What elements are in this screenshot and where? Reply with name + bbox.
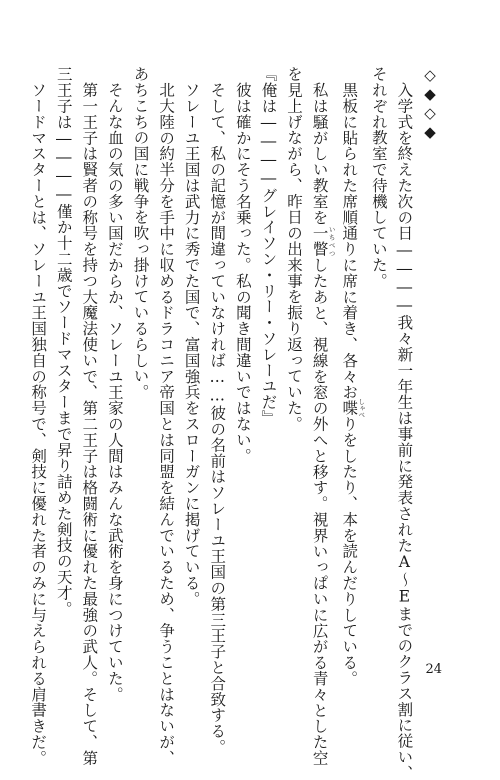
text-line-3: 黒板に貼られた席順通りに席に着き、各々お喋 しゃべりをしたり、本を読んだりしている。 [340,81,366,686]
text-line-14: 三王子は――――僅か十二歳でソードマスターまで昇り詰めた剣技の天才。 [54,66,73,617]
text-line-10: 北大陸の約半分を手中に収めるドラコニア帝国とは同盟を結んでいるため、争うことはないが、 [157,81,176,766]
text-line-5: を見上げながら、昨日の出来事を振り返っていた。 [285,66,304,432]
text-line-9: ソレーユ王国は武力に秀でた国で、富国強兵をスローガンに掲げている。 [182,81,201,607]
section-break-ornament: ◇◆◇◆ [421,66,439,142]
furigana: 一瞥 いちべつ [310,224,336,257]
furigana: 喋 しゃべ [340,397,366,418]
text-line-8: そして、私の記憶が間違っていなければ……彼の名前はソレーユ王国の第三王子と合致する。 [208,81,227,755]
text-line-15: ソードマスターとは、ソレーユ王国独自の称号で、剣技に優れた者のみに与えられる肩書きだ。 [29,81,48,766]
text-line-6: 『俺は――――グレイソン・リー・ソレーユだ』 [259,66,278,426]
text-line-2: それぞれ教室で待機していた。 [369,66,388,289]
text-line-13: 第一王子は賢者の称号を持つ大魔法使いで、第二王子は格闘術に優れた最強の武人。そして、第 [80,81,99,766]
text-line-1: 入学式を終えた次の日――――我々新一年生は事前に発表されたA～Eまでのクラス割に従い、 [395,81,414,780]
text-line-11: あちこちの国に戦争を吹っ掛けているらしい。 [131,66,150,400]
text-line-12: そんな血の気の多い国だからか、ソレーユ王家の人間はみんな武術を身につけていた。 [105,81,124,702]
text-line-4: 私は騒がしい教室を一瞥 いちべつしたあと、視線を窓の外へと移す。視界いっぱいに広がる青々とした空 [310,81,336,766]
text-line-7: 彼は確かにそう名乗った。私の聞き間違いではない。 [233,81,252,464]
page-number: 24 [425,662,442,677]
